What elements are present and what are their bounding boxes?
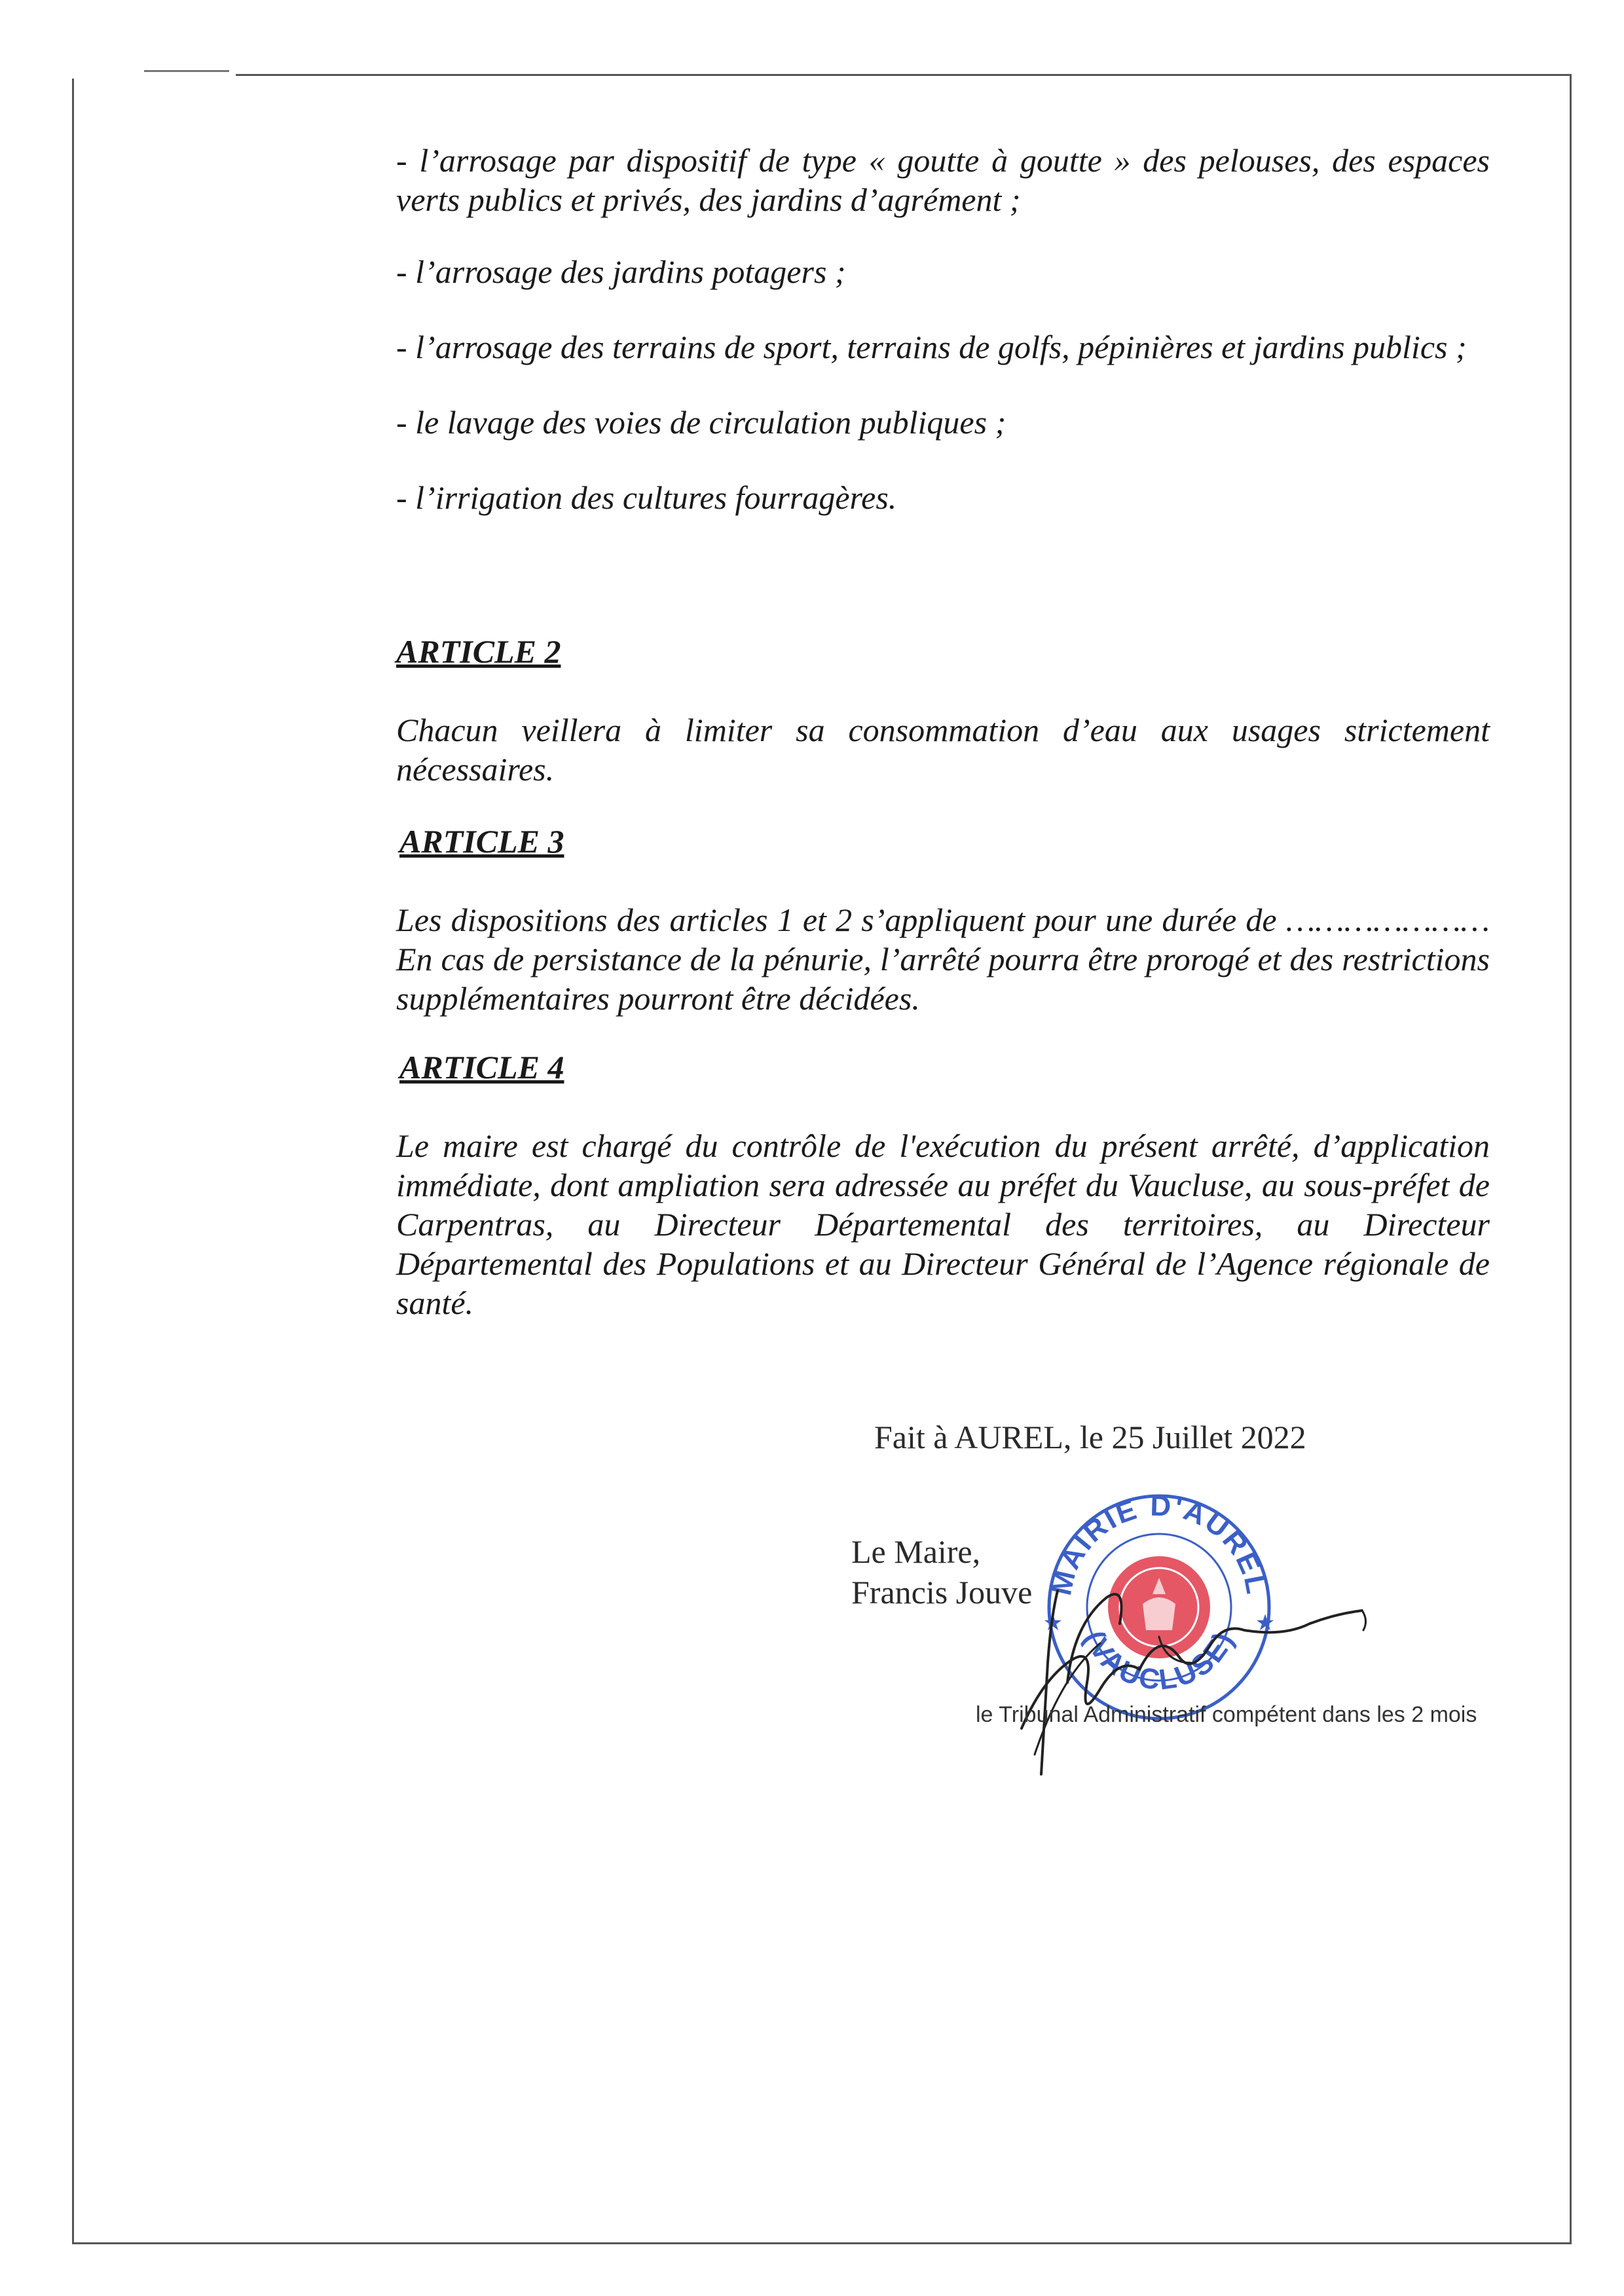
page-border-dash (144, 70, 229, 72)
svg-text:★: ★ (1255, 1611, 1276, 1635)
article-2-heading: ARTICLE 2 (396, 633, 561, 670)
stamp-bottom-text: (VAUCLUSE) (1077, 1626, 1241, 1697)
list-item-fodder-irrigation: - l’irrigation des cultures fourragères. (396, 479, 897, 516)
svg-text:★: ★ (1043, 1611, 1063, 1635)
article-3-heading: ARTICLE 3 (399, 823, 564, 860)
article-3-text: En cas de persistance de la pénurie, l’arrêté pourra être prorogé et des restrictions supplémentaires pourront être décidées. (396, 941, 1490, 1017)
list-item-sports-grounds: - l’arrosage des terrains de sport, terrains de golfs, pépinières et jardins publics ; (396, 329, 1467, 365)
signatory-title: Le Maire, (851, 1533, 981, 1570)
handwritten-signature (943, 1467, 1401, 1794)
appeal-notice: le Tribunal Administratif compétent dans les 2 mois (976, 1702, 1477, 1727)
list-item-road-washing: - le lavage des voies de circulation publiques ; (396, 404, 1006, 441)
article-4-text: Le maire est chargé du contrôle de l'exécution du présent arrêté, d’application immédiate, dont ampliation sera adressée au préfet du Vaucluse, au sous-préfet de Carpentras, au Directeur Départemental des territoires, au Directeur Départemental des Populations et au Directeur Général de l’Agence régionale de santé. (396, 1127, 1490, 1321)
place-date: Fait à AUREL, le 25 Juillet 2022 (874, 1419, 1306, 1455)
stamp-top-text: MAIRIE D'AUREL (1045, 1489, 1273, 1599)
list-item-drip-irrigation: - l’arrosage par dispositif de type « goutte à goutte » des pelouses, des espaces verts publics et privés, des jardins d’agrément ; (396, 142, 1490, 218)
article-2-text: Chacun veillera à limiter sa consommation d’eau aux usages strictement nécessaires. (396, 712, 1490, 788)
signatory-name: Francis Jouve (851, 1574, 1033, 1611)
article-4-heading: ARTICLE 4 (399, 1049, 564, 1085)
list-item-vegetable-gardens: - l’arrosage des jardins potagers ; (396, 253, 846, 290)
article-3-text-line1: Les dispositions des articles 1 et 2 s’appliquent pour une durée de ………………… (396, 902, 1490, 938)
